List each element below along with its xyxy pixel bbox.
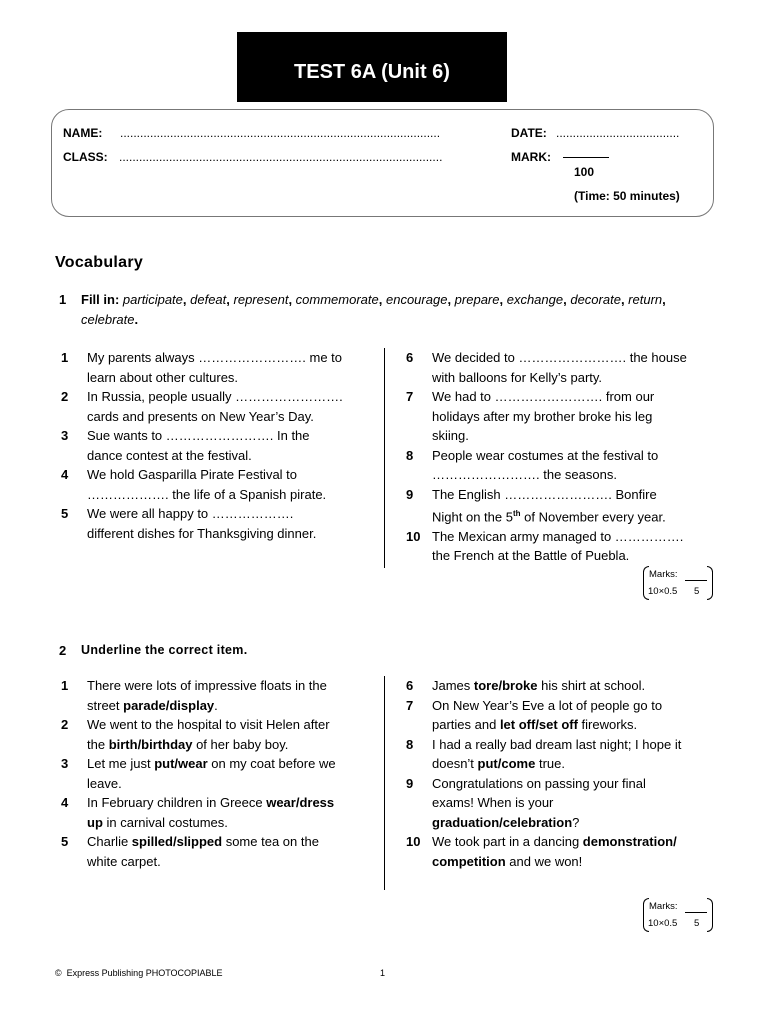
task2-number: 2	[59, 643, 67, 658]
word-participate: participate	[122, 292, 183, 307]
task2-column-divider	[384, 676, 385, 890]
choice-put-wear[interactable]: put/wear	[154, 756, 208, 771]
task1-number: 1	[59, 292, 67, 307]
mark-label: MARK:	[511, 150, 551, 164]
choice-spilled-slipped[interactable]: spilled/slipped	[131, 834, 223, 849]
list-item: 2 In Russia, people usually ……………………. cards and presents on New Year’s Day.	[61, 389, 343, 424]
task1-right-column	[406, 348, 726, 566]
list-item: 9 Congratulations on passing your final exams! When is your graduation/celebration?	[406, 775, 646, 830]
footer-copyright	[55, 968, 223, 978]
list-item: 10 The Mexican army managed to ……………. the French at the Battle of Puebla.	[406, 528, 684, 564]
choice-birth-birthday[interactable]: birth/birthday	[108, 736, 193, 752]
name-field[interactable]: ................................................................................................	[120, 126, 441, 140]
list-item: 10 We took part in a dancing demonstration/ competition and we won!	[406, 834, 677, 869]
task2-marks-box	[643, 898, 713, 934]
list-item: 2 We went to the hospital to visit Helen after the birth/birthday of her baby boy.	[61, 717, 330, 752]
list-item: 7 On New Year’s Eve a lot of people go to parties and let off/set off fireworks.	[406, 697, 663, 732]
name-label: NAME:	[63, 126, 103, 140]
copyright-text: Express Publishing PHOTOCOPIABLE	[66, 968, 223, 978]
choice-graduation-celebration[interactable]: graduation/celebration	[432, 814, 573, 830]
marks-total: 5	[694, 918, 700, 929]
list-item: 3 Let me just put/wear on my coat before we leave.	[61, 756, 336, 791]
word-celebrate: celebrate	[81, 312, 135, 327]
list-item: 9 The English ……………………. Bonfire Night on the 5th of November every year.	[406, 486, 666, 525]
task1-instruction: Fill in: participate, defeat, represent, commemorate, encourage, prepare, exchange, decorate, return, celebrate.	[81, 292, 666, 327]
task2-instruction: Underline the correct item.	[81, 643, 248, 657]
word-represent: represent	[233, 292, 289, 307]
mark-total: 100	[574, 165, 595, 179]
test-title-box	[237, 32, 507, 102]
list-item: 5 Charlie spilled/slipped some tea on the white carpet.	[61, 834, 319, 869]
test-title: TEST 6A (Unit 6)	[294, 61, 450, 83]
list-item: 6 We decided to ……………………. the house with balloons for Kelly’s party.	[406, 350, 687, 385]
page-number: 1	[380, 968, 386, 978]
list-item: 1 There were lots of impressive floats in the street parade/display.	[61, 678, 327, 713]
mark-line[interactable]	[563, 157, 609, 158]
task1-instruction-label: Fill in:	[81, 292, 120, 307]
marks-answer-line[interactable]	[685, 580, 707, 581]
choice-demonstration-competition[interactable]: demonstration/	[582, 834, 677, 849]
class-label: CLASS:	[63, 150, 108, 164]
class-field[interactable]: .................................................................................................	[119, 150, 443, 164]
word-exchange: exchange	[506, 292, 564, 307]
task2-left-column	[61, 676, 376, 871]
time-limit: (Time: 50 minutes)	[574, 189, 680, 203]
marks-total: 5	[694, 586, 700, 597]
list-item: 4 We hold Gasparilla Pirate Festival to ………………. the life of a Spanish pirate.	[61, 467, 327, 502]
task1-marks-box	[643, 566, 713, 602]
task1-left-column	[61, 348, 371, 543]
date-field[interactable]: .....................................	[556, 126, 680, 140]
word-return: return	[628, 292, 663, 307]
task1-column-divider	[384, 348, 385, 568]
date-label: DATE:	[511, 126, 547, 140]
list-item: 6 James tore/broke his shirt at school.	[406, 678, 646, 693]
choice-wear-dress[interactable]: wear/dress	[266, 795, 335, 810]
choice-put-come[interactable]: put/come	[477, 756, 536, 771]
marks-answer-line[interactable]	[685, 912, 707, 913]
word-encourage: encourage	[385, 292, 448, 307]
marks-label: Marks:	[649, 569, 678, 580]
marks-label: Marks:	[649, 901, 678, 912]
list-item: 1 My parents always ……………………. me to learn about other cultures.	[61, 350, 342, 385]
marks-calculation: 10×0.5	[648, 918, 678, 929]
list-item: 7 We had to ……………………. from our holidays after my brother broke his leg skiing.	[406, 389, 655, 443]
list-item: 5 We were all happy to ………………. different dishes for Thanksgiving dinner.	[61, 506, 317, 541]
choice-tore-broke[interactable]: tore/broke	[473, 678, 538, 693]
choice-letoff-setoff[interactable]: let off/set off	[499, 717, 578, 732]
marks-calculation: 10×0.5	[648, 586, 678, 597]
task2-right-column	[406, 676, 726, 871]
word-commemorate: commemorate	[295, 292, 379, 307]
copyright-icon: ©	[55, 968, 62, 978]
choice-parade-display[interactable]: parade/display	[123, 697, 215, 713]
word-defeat: defeat	[190, 292, 227, 307]
word-decorate: decorate	[570, 292, 621, 307]
section-title-vocabulary: Vocabulary	[55, 254, 144, 271]
list-item: 3 Sue wants to ……………………. In the dance contest at the festival.	[61, 428, 310, 463]
list-item: 4 In February children in Greece wear/dress up in carnival costumes.	[61, 795, 335, 830]
list-item: 8 People wear costumes at the festival to ……………………. the seasons.	[406, 447, 659, 482]
list-item: 8 I had a really bad dream last night; I hope it doesn’t put/come true.	[406, 736, 682, 771]
word-prepare: prepare	[454, 292, 500, 307]
